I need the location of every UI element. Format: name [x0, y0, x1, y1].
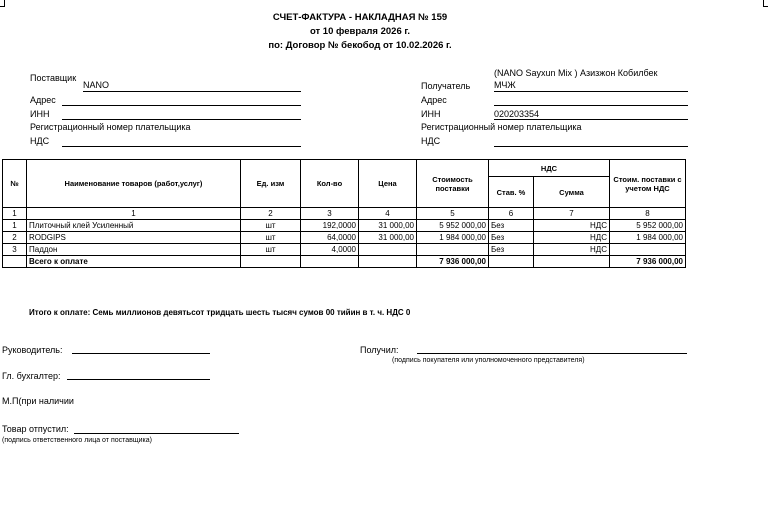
stamp-label: М.П(при наличии — [2, 396, 74, 406]
header-price: Цена — [359, 160, 417, 208]
invoice-title: СЧЕТ-ФАКТУРА - НАКЛАДНАЯ № 159 — [272, 12, 448, 23]
col-number: 4 — [359, 208, 417, 220]
accountant-label: Гл. бухгалтер: — [2, 371, 61, 381]
recipient-nds-label: НДС — [421, 136, 441, 146]
row-qty: 192,0000 — [301, 220, 359, 232]
supplier-value: NANO — [83, 80, 110, 90]
invoice-date: от 10 февраля 2026 г. — [309, 26, 411, 37]
supplier-inn-label: ИНН — [30, 109, 50, 119]
page-corner-mark-right — [763, 0, 768, 7]
header-vat-sum: Сумма — [534, 177, 610, 208]
header-total-with-vat: Стоим. поставки с учетом НДС — [610, 160, 686, 208]
total-label: Всего к оплате — [27, 256, 241, 268]
recipient-address-label: Адрес — [421, 95, 447, 105]
col-number: 2 — [241, 208, 301, 220]
row-num: 2 — [3, 232, 27, 244]
row-total — [610, 244, 686, 256]
table-header-row — [3, 160, 686, 177]
row-cost: 1 984 000,00 — [417, 232, 489, 244]
header-vat: НДС — [489, 160, 610, 177]
row-vat-rate: Без — [489, 220, 534, 232]
director-signature-line — [72, 353, 210, 354]
total-empty-cell — [3, 256, 27, 268]
row-price: 31 000,00 — [359, 220, 417, 232]
recipient-reg-label: Регистрационный номер плательщика — [421, 122, 582, 132]
row-name: Плиточный клей Усиленный — [27, 220, 241, 232]
column-numbers-row — [3, 208, 686, 220]
supplier-address-label: Адрес — [30, 95, 56, 105]
total-cost: 7 936 000,00 — [417, 256, 489, 268]
table-row — [3, 244, 686, 256]
invoice-table — [2, 159, 686, 268]
recipient-value-line2: МЧЖ — [494, 80, 516, 90]
col-number: 1 — [27, 208, 241, 220]
header-qty: Кол-во — [301, 160, 359, 208]
total-with-vat: 7 936 000,00 — [610, 256, 686, 268]
released-signature-line — [74, 433, 239, 434]
supplier-label: Поставщик — [30, 73, 77, 83]
recipient-nds-underline — [494, 146, 688, 147]
row-vat-sum: НДС — [534, 244, 610, 256]
payment-summary: Итого к оплате: Семь миллионов девятьсот тридцать шесть тысяч сумов 00 тийин в т. ч. НДС 0 — [29, 308, 411, 317]
row-vat-sum: НДС — [534, 220, 610, 232]
recipient-underline — [494, 91, 688, 92]
header-vat-rate: Став. % — [489, 177, 534, 208]
row-name: RODGIPS — [27, 232, 241, 244]
row-unit: шт — [241, 220, 301, 232]
col-number: 6 — [489, 208, 534, 220]
row-price — [359, 244, 417, 256]
col-number: 7 — [534, 208, 610, 220]
table-row — [3, 232, 686, 244]
supplier-inn-underline — [62, 119, 301, 120]
row-name: Паддон — [27, 244, 241, 256]
row-vat-rate: Без — [489, 232, 534, 244]
supplier-reg-label: Регистрационный номер плательщика — [30, 122, 191, 132]
recipient-inn-underline — [494, 119, 688, 120]
row-vat-rate: Без — [489, 244, 534, 256]
header-name: Наименование товаров (работ,услуг) — [27, 160, 241, 208]
col-number: 3 — [301, 208, 359, 220]
released-label: Товар отпустил: — [2, 424, 69, 434]
invoice-contract: по: Договор № бекобод от 10.02.2026 г. — [268, 40, 452, 51]
row-total: 1 984 000,00 — [610, 232, 686, 244]
received-note: (подпись покупателя или уполномоченного представителя) — [392, 357, 585, 364]
col-number: 1 — [3, 208, 27, 220]
col-number: 8 — [610, 208, 686, 220]
row-unit: шт — [241, 244, 301, 256]
header-unit: Ед. изм — [241, 160, 301, 208]
row-price: 31 000,00 — [359, 232, 417, 244]
supplier-nds-underline — [62, 146, 301, 147]
recipient-value-line1: (NANO Sayxun Mix ) Азизжон Кобилбек — [494, 68, 658, 78]
row-qty: 64,0000 — [301, 232, 359, 244]
total-empty-cell — [359, 256, 417, 268]
supplier-nds-label: НДС — [30, 136, 50, 146]
supplier-underline — [83, 91, 301, 92]
col-number: 5 — [417, 208, 489, 220]
row-total: 5 952 000,00 — [610, 220, 686, 232]
table-total-row — [3, 256, 686, 268]
row-num: 1 — [3, 220, 27, 232]
received-label: Получил: — [360, 345, 399, 355]
total-empty-cell — [301, 256, 359, 268]
total-empty-cell — [534, 256, 610, 268]
recipient-address-underline — [494, 105, 688, 106]
row-cost — [417, 244, 489, 256]
row-vat-sum: НДС — [534, 232, 610, 244]
total-empty-cell — [489, 256, 534, 268]
row-cost: 5 952 000,00 — [417, 220, 489, 232]
released-note: (подпись ответственного лица от поставщика) — [2, 437, 152, 444]
header-cost: Стоимость поставки — [417, 160, 489, 208]
header-num: № — [3, 160, 27, 208]
recipient-inn-value: 020203354 — [494, 109, 540, 119]
recipient-inn-label: ИНН — [421, 109, 441, 119]
row-qty: 4,0000 — [301, 244, 359, 256]
recipient-label: Получатель — [421, 81, 471, 91]
received-signature-line — [417, 353, 687, 354]
director-label: Руководитель: — [2, 345, 63, 355]
page-corner-mark-left — [0, 0, 5, 7]
row-unit: шт — [241, 232, 301, 244]
total-empty-cell — [241, 256, 301, 268]
table-row — [3, 220, 686, 232]
supplier-address-underline — [62, 105, 301, 106]
accountant-signature-line — [67, 379, 210, 380]
row-num: 3 — [3, 244, 27, 256]
